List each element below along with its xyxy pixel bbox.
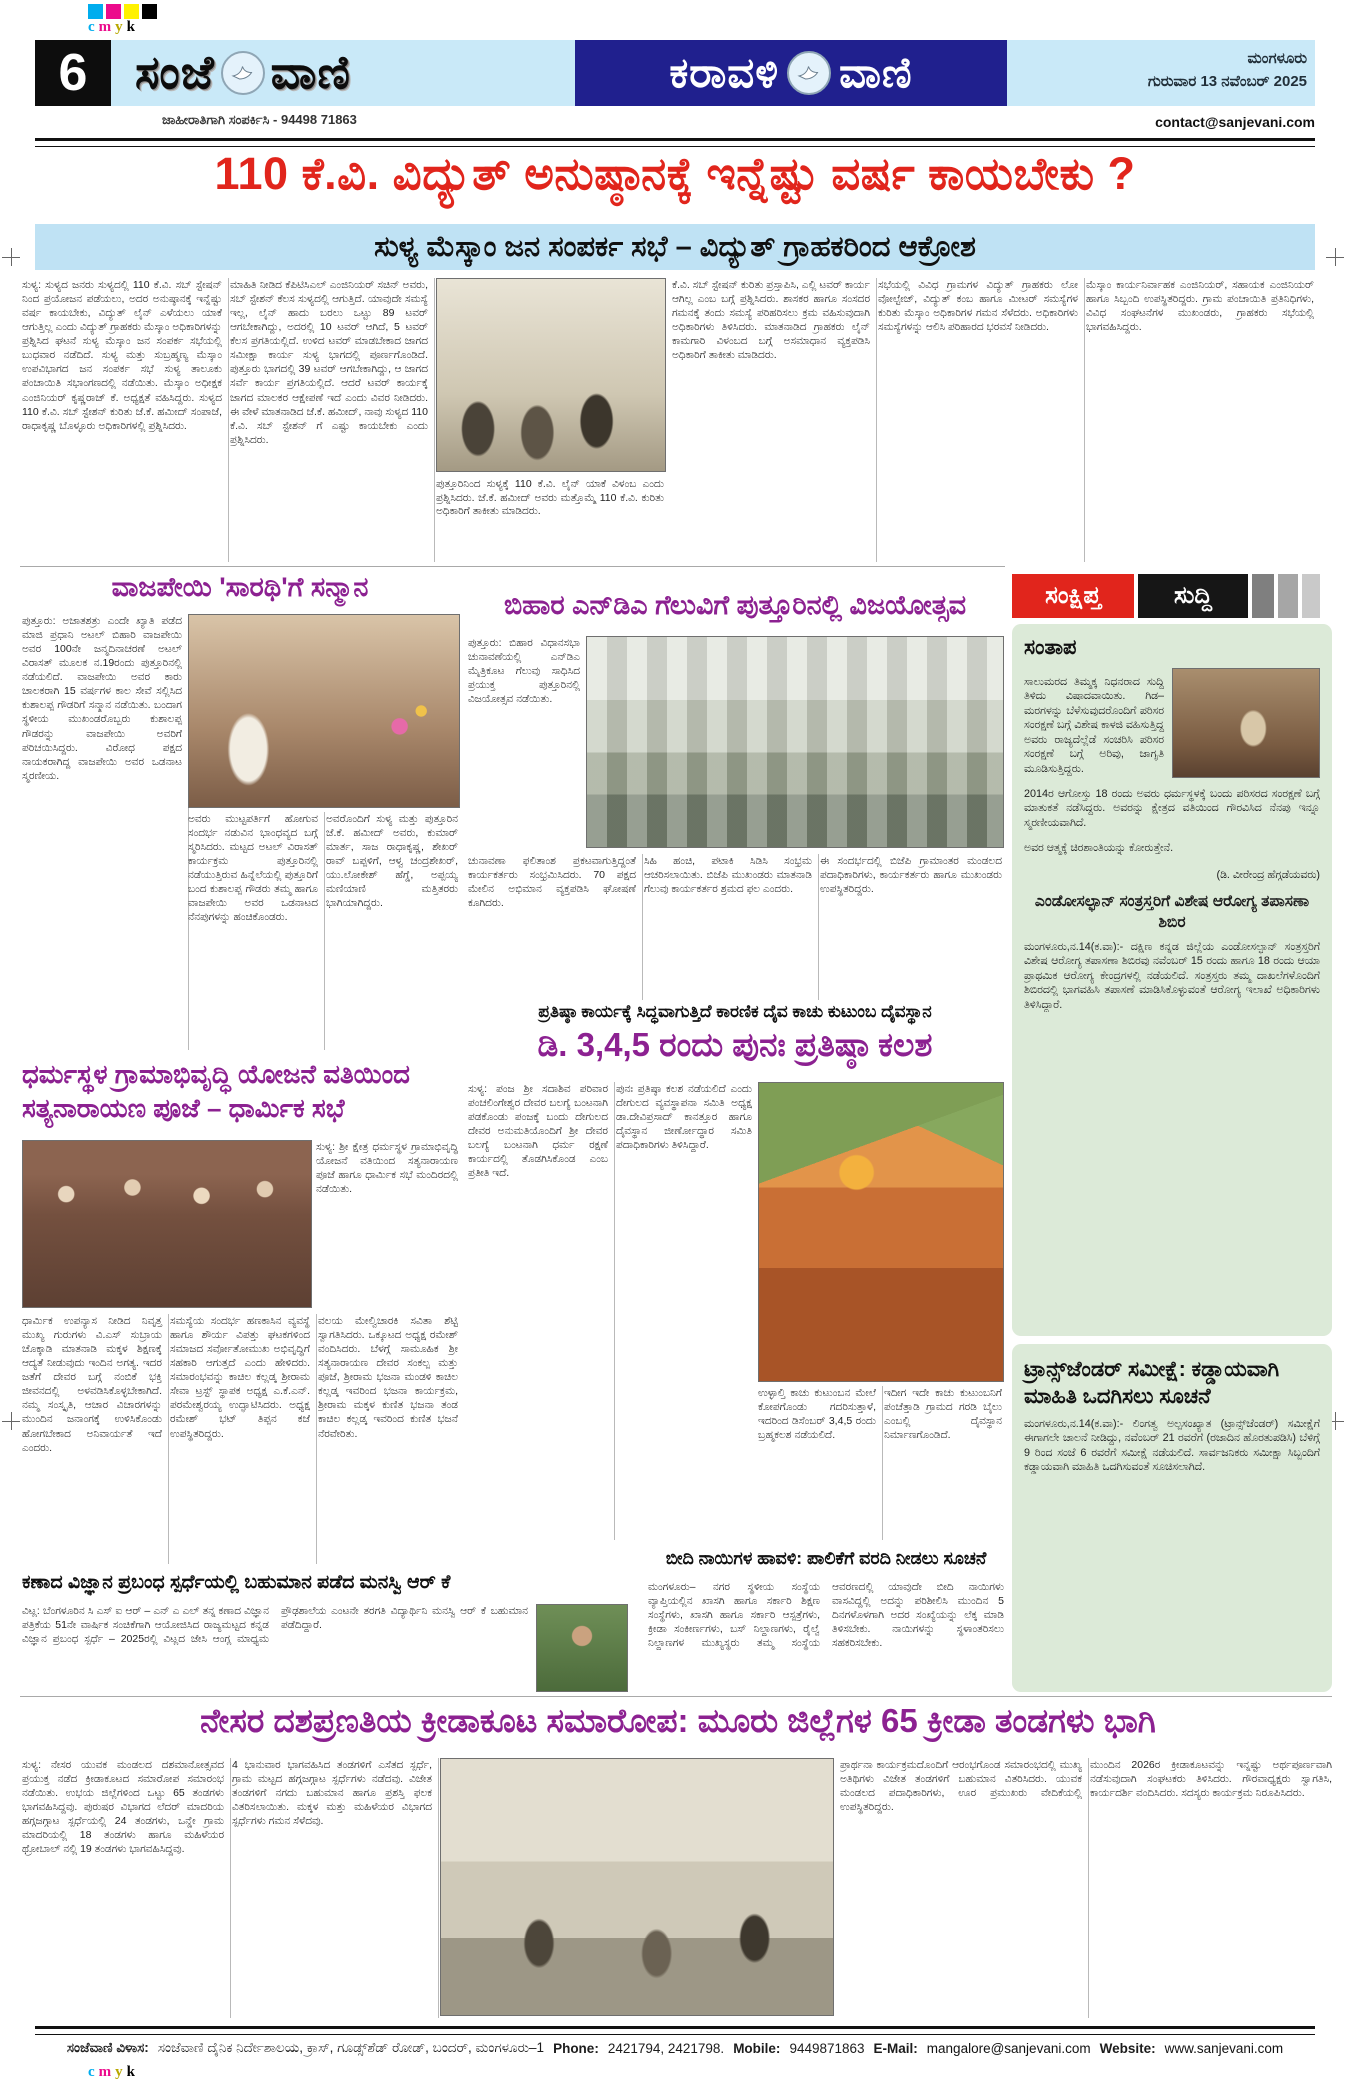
transgender-body: ಮಂಗಳೂರು,ನ.14(ಕ.ವಾ):- ಲಿಂಗತ್ವ ಅಲ್ಪಸಂಖ್ಯಾತ (ಟ್ರಾನ್ಸ್‌ಜೆಂಡರ್) ಸಮೀಕ್ಷೆಗೆ ಈಗಾಗಲೇ ಚಾಲನೆ ನೀಡಿದ್ದು, ನವೆಂಬರ್ 21 ರವರೆಗೆ (ರಜಾದಿನ ಹೊರತುಪಡಿಸಿ) ಬೆಳಿಗ್ಗೆ 9 ರಿಂದ ಸಂಜೆ 6 ರವರೆಗೆ ಸಮೀಕ್ಷೆ ನಡೆಯಲಿದೆ. ಸಾರ್ವಜನಿಕರು ಸಮೀಕ್ಷಾ ಸಿಬ್ಬಂದಿಗೆ ಕಡ್ಡಾಯವಾಗಿ ಮಾಹಿತಿ ಒದಗಿಸುವಂತೆ ಸೂಚಿಸಲಾಗಿದೆ. — [1024, 1417, 1320, 1473]
kalasha-col-1: ಸುಳ್ಯ: ಪಂಜ ಶ್ರೀ ಸದಾಶಿವ ಪರಿವಾರ ಪಂಚಲಿಂಗೇಶ್ವರ ದೇವರ ಬಲಗ್ಯೆ ಬಂಟನಾಗಿ ಪಡಕೊಂಡು ಪಂಜಕ್ಕೆ ಬಂದು ದೇಗುಲದ ದೇವರ ಅನುಮತಿಯೊಂದಿಗೆ ಶ್ರೀ ದೇವರ ಬಲಗ್ಯೆ ಬಂಟನಾಗಿ ಧರ್ಮ ರಕ್ಷಣೆ ಕಾರ್ಯದಲ್ಲಿ ತೊಡಗಿಸಿಕೊಂಡ ಎಂಬ ಪ್ರತೀತಿ ಇದೆ. — [468, 1082, 615, 1540]
gray-square-1 — [1252, 574, 1274, 618]
transgender-heading: ಟ್ರಾನ್ಸ್‌ಜೆಂಡರ್ ಸಮೀಕ್ಷೆ: ಕಡ್ಡಾಯವಾಗಿ ಮಾಹಿತಿ ಒದಗಿಸಲು ಸೂಚನೆ — [1024, 1358, 1280, 1409]
lead-col-2: ಮಾಹಿತಿ ನೀಡಿದ ಕೆಪಿಟಿಸಿಎಲ್ ಎಂಜಿನಿಯರ್ ಸಚಿನ್ ಅವರು, ಸಬ್ ಸ್ಟೇಶನ್ ಕೆಲಸ ಸುಳ್ಯದಲ್ಲಿ ಆಗುತ್ತಿದೆ. ಯಾವುದೇ ಸಮಸ್ಯೆ ಇಲ್ಲ, ಲೈನ್ ಹಾದು ಬರಲು ಒಟ್ಟು 89 ಟವರ್ ಆಗಬೇಕಾಗಿದ್ದು, ಅದರಲ್ಲಿ 10 ಟವರ್ ಆಗಿದೆ, 5 ಟವರ್ ಕೆಲಸ ಪ್ರಗತಿಯಲ್ಲಿದೆ. ಉಳಿದ ಟವರ್ ಮಾಡಬೇಕಾದ ಜಾಗದ ಸಮೀಕ್ಷಾ ಕಾರ್ಯ ಸುಳ್ಯ ಭಾಗದಲ್ಲಿ ಪೂರ್ಣಗೊಂಡಿದೆ. ಪುತ್ತೂರು ಭಾಗದಲ್ಲಿ 39 ಟವರ್ ಆಗಬೇಕಾಗಿದ್ದು, ಆ ಜಾಗದ ಸರ್ವೆ ಕಾರ್ಯ ಪ್ರಗತಿಯಲ್ಲಿದೆ. ಆದರೆ ಟವರ್ ಕಾರ್ಯಕ್ಕೆ ಜಾಗದ ಮಾಲಕರ ಆಕ್ಷೇಪಣೆ ಇದೆ ಎಂದು ವಿವರ ನೀಡಿದರು. ಈ ವೇಳೆ ಮಾತನಾಡಿದ ಜೆ.ಕೆ. ಹಮೀದ್, ನಾವು ಸುಳ್ಯದ 110 ಕೆ.ವಿ. ಸಬ್ ಸ್ಟೇಶನ್ ಗೆ ಎಷ್ಟು ಕಾಯಬೇಕು ಎಂದು ಪ್ರಶ್ನಿಸಿದರು. — [230, 278, 435, 562]
sidebar-tag-black: ಸುದ್ದಿ — [1138, 574, 1248, 618]
dharma-col-3: ವಲಯ ಮೇಲ್ವಿಚಾರಕಿ ಸವಿತಾ ಶೆಟ್ಟಿ ಸ್ವಾಗತಿಸಿದರು. ಒಕ್ಕೂಟದ ಅಧ್ಯಕ್ಷ ರಮೇಶ್ ವಂದಿಸಿದರು. ಬೆಳಗ್ಗೆ ಸಾಮೂಹಿಕ ಶ್ರೀ ಸತ್ಯನಾರಾಯಣ ದೇವರ ಸಂಕಲ್ಪ ಮತ್ತು ಪೂಜೆ, ಶ್ರೀರಾಮ ಭಜನಾ ಮಂಡಳಿ ಕಾಚಿಲ ಕಲ್ಲಡ್ಕ ಇವರಿಂದ ಭಜನಾ ಕಾರ್ಯಕ್ರಮ, ಶ್ರೀರಾಮ ಮಕ್ಕಳ ಕುಣಿತ ಭಜನಾ ತಂಡ ಕಾಚಿಲ ಕಲ್ಲಡ್ಕ ಇವರಿಂದ ಕುಣಿತ ಭಜನೆ ನೆರವೇರಿತು. — [318, 1315, 458, 1440]
kanada-heading: ಕಣಾದ ವಿಜ್ಞಾನ ಪ್ರಬಂಧ ಸ್ಪರ್ಧೆಯಲ್ಲಿ ಬಹುಮಾನ ಪಡೆದ ಮನಸ್ವಿ ಆರ್ ಕೆ — [22, 1572, 451, 1593]
center-text-a: ಕರಾವಳಿ — [669, 48, 780, 96]
sports-col-1: ಸುಳ್ಯ: ನೇಸರ ಯುವಕ ಮಂಡಲದ ದಶಮಾನೋತ್ಸವದ ಪ್ರಯುಕ್ತ ನಡೆದ ಕ್ರೀಡಾಕೂಟದ ಸಮಾರೋಪ ಸಮಾರಂಭ ನಡೆಯಿತು. ಉಭಯ ಜಿಲ್ಲೆಗಳಿಂದ ಒಟ್ಟು 65 ತಂಡಗಳು ಭಾಗವಹಿಸಿದ್ದವು. ಪುರುಷರ ವಿಭಾಗದ ಲೆದರ್ ಮಾದರಿಯ ಹಗ್ಗಜಗ್ಗಾಟ ಸ್ಪರ್ಧೆಯಲ್ಲಿ 24 ತಂಡಗಳು, ಒನ್ಡೇ ಗ್ರಾಮ ಮಾದರಿಯಲ್ಲಿ 18 ತಂಡಗಳು ಹಾಗೂ ಮಹಿಳೆಯರ ಥ್ರೋಬಾಲ್ ನಲ್ಲಿ 19 ತಂಡಗಳು ಭಾಗವಹಿಸಿದ್ದವು. — [22, 1758, 231, 2018]
santapa-p3: ಅವರ ಆತ್ಮಕ್ಕೆ ಚಿರಶಾಂತಿಯನ್ನು ಕೋರುತ್ತೇನೆ. — [1024, 841, 1174, 854]
page-number-text: 6 — [58, 44, 88, 102]
kalasha-col-2: ಪುನಃ ಪ್ರತಿಷ್ಠಾ ಕಲಶ ನಡೆಯಲಿದೆ ಎಂದು ದೇಗುಲದ ವ್ಯವಸ್ಥಾಪನಾ ಸಮಿತಿ ಅಧ್ಯಕ್ಷ ಡಾ.ದೇವಿಪ್ರಸಾದ್ ಕಾನತ್ತೂರ ಹಾಗೂ ದೈವಸ್ಥಾನ ಜೀರ್ಣೋದ್ಧಾರ ಸಮಿತಿ ಪದಾಧಿಕಾರಿಗಳು ತಿಳಿಸಿದ್ದಾರೆ. — [616, 1083, 752, 1152]
logo-text-a: ಸಂಜೆ — [135, 46, 215, 98]
page-number — [35, 40, 111, 106]
vajpayee-headline: ವಾಜಪೇಯಿ 'ಸಾರಥಿ'ಗೆ ಸನ್ಮಾನ — [111, 572, 369, 602]
gray-square-2 — [1278, 574, 1298, 618]
photo-bihar-celebration — [586, 636, 1004, 848]
kanada-body: ವಿಟ್ಲ: ಬೆಂಗಳೂರಿನ ಸಿ ಎಸ್ ಐ ಆರ್ – ಎನ್ ಎ ಎಲ್ ತನ್ನ ಕಣಾದ ವಿಜ್ಞಾನ ಪತ್ರಿಕೆಯ 51ನೇ ವಾರ್ಷಿಕ ಸಂಚಿಕೆಗಾಗಿ ಆಯೋಜಿಸಿದ ರಾಜ್ಯಮಟ್ಟದ ಕನ್ನಡ ವಿಜ್ಞಾನ ಪ್ರಬಂಧ ಸ್ಪರ್ಧೆ – 2025ರಲ್ಲಿ ವಿಟ್ಲದ ಜೇಸಿ ಆಂಗ್ಲ ಮಾಧ್ಯಮ ಪ್ರೌಢಶಾಲೆಯ ಎಂಟನೇ ತರಗತಿ ವಿದ್ಯಾರ್ಥಿನಿ ಮನಸ್ವಿ ಆರ್ ಕೆ ಬಹುಮಾನ ಪಡೆದಿದ್ದಾರೆ. — [22, 1605, 528, 1646]
cmyk-registration-top — [88, 4, 157, 36]
endosulfan-heading: ಎಂಡೋಸಲ್ಫಾನ್ ಸಂತ್ರಸ್ತರಿಗೆ ವಿಶೇಷ ಆರೋಗ್ಯ ತಪಾಸಣಾ ಶಿಬಿರ — [1034, 893, 1310, 932]
endosulfan-body: ಮಂಗಳೂರು,ನ.14(ಕ.ವಾ):- ದಕ್ಷಿಣ ಕನ್ನಡ ಜಿಲ್ಲೆಯ ಎಂಡೋಸಲ್ಫಾನ್ ಸಂತ್ರಸ್ತರಿಗೆ ವಿಶೇಷ ಆರೋಗ್ಯ ತಪಾಸಣಾ ಶಿಬಿರವು ನವೆಂಬರ್ 15 ರಂದು ಹಾಗೂ 18 ರಂದು ಆಯಾ ಪ್ರಾಥಮಿಕ ಆರೋಗ್ಯ ಕೇಂದ್ರಗಳಲ್ಲಿ ನಡೆಯಲಿದೆ. ಸಂತ್ರಸ್ತರು ತಮ್ಮ ದಾಖಲೆಗಳೊಂದಿಗೆ ಶಿಬಿರದಲ್ಲಿ ಭಾಗವಹಿಸಿ ತಪಾಸಣೆ ಮಾಡಿಸಿಕೊಳ್ಳುವಂತೆ ಆರೋಗ್ಯ ಇಲಾಖೆ ಅಧಿಕಾರಿಗಳು ತಿಳಿಸಿದ್ದಾರೆ. — [1024, 941, 1320, 1011]
masthead-center — [575, 40, 1007, 106]
kalasha-under-1: ಉಳ್ಳಾಲ್ತಿ ಕಾಚು ಕುಟುಂಬನ ಮೇಲೆ ಕೋಪಗೊಂಡು ಗದರಿಸುತ್ತಾಳೆ, ಇದರಿಂದ ಡಿಸೆಂಬರ್ 3,4,5 ರಂದು ಬ್ರಹ್ಮಕಲಶ ನಡೆಯಲಿದೆ. — [758, 1386, 883, 1540]
lead-subhead-band — [35, 224, 1315, 270]
photo-vajpayee-felicitation — [188, 614, 460, 808]
beedi-body: ಮಂಗಳೂರು– ನಗರ ಸ್ಥಳೀಯ ಸಂಸ್ಥೆಯ ವ್ಯಾಪ್ತಿಯಲ್ಲಿನ ಖಾಸಗಿ ಹಾಗೂ ಸರ್ಕಾರಿ ಶಿಕ್ಷಣ ಸಂಸ್ಥೆಗಳು, ಖಾಸಗಿ ಹಾಗೂ ಸರ್ಕಾರಿ ಆಸ್ಪತ್ರೆಗಳು, ಕ್ರೀಡಾ ಸಂಕೀರ್ಣಗಳು, ಬಸ್ ನಿಲ್ದಾಣಗಳು, ರೈಲ್ವೆ ನಿಲ್ದಾಣಗಳ ಮುಖ್ಯಸ್ಥರು ತಮ್ಮ ಸಂಸ್ಥೆಯ ಆವರಣದಲ್ಲಿ ಯಾವುದೇ ಬೀದಿ ನಾಯಿಗಳು ವಾಸವಿದ್ದಲ್ಲಿ ಅದನ್ನು ಪರಿಶೀಲಿಸಿ ಮುಂದಿನ 5 ದಿನಗಳೊಳಗಾಗಿ ಅದರ ಸಂಖ್ಯೆಯನ್ನು ಲೆಕ್ಕ ಮಾಡಿ ತಿಳಿಸಬೇಕು. ನಾಯಿಗಳನ್ನು ಸ್ಥಳಾಂತರಿಸಲು ಸಹಕರಿಸಬೇಕು. — [648, 1581, 1004, 1650]
cmyk-label: cmyk — [88, 19, 140, 35]
photo-dharmasthala-event — [22, 1140, 312, 1308]
dharma-col-side: ಸುಳ್ಯ: ಶ್ರೀ ಕ್ಷೇತ್ರ ಧರ್ಮಸ್ಥಳ ಗ್ರಾಮಾಭಿವೃದ್ಧಿ ಯೋಜನೆ ವತಿಯಿಂದ ಸತ್ಯನಾರಾಯಣ ಪೂಜೆ ಹಾಗೂ ಧಾರ್ಮಿಕ ಸಭೆ ಮಂದಿರದಲ್ಲಿ ನಡೆಯಿತು. — [316, 1141, 458, 1196]
regmark-right-top — [1326, 248, 1344, 266]
dharma-headline: ಧರ್ಮಸ್ಥಳ ಗ್ರಾಮಾಭಿವೃದ್ಧಿ ಯೋಜನೆ ವತಿಯಿಂದ ಸತ್ಯನಾರಾಯಣ ಪೂಜೆ – ಧಾರ್ಮಿಕ ಸಭೆ — [22, 1059, 410, 1123]
santapa-p2: 2014ರ ಆಗೋಸ್ತು 18 ರಂದು ಅವರು ಧರ್ಮಸ್ಥಳಕ್ಕೆ ಬಂದು ಪರಿಸರದ ಸಂರಕ್ಷಣೆ ಬಗ್ಗೆ ಮಾತುಕತೆ ನಡೆಸಿದ್ದರು. ಅವರನ್ನು ಕ್ಷೇತ್ರದ ವತಿಯಿಂದ ಗೌರವಿಸಿದ ನೆನಪು ಇನ್ನೂ ಸ್ಮರಣೀಯವಾಗಿದೆ. — [1024, 787, 1320, 829]
ad-contact-line: ಜಾಹೀರಾತಿಗಾಗಿ ಸಂಪರ್ಕಿಸಿ - 94498 71863 — [162, 112, 357, 127]
santapa-p1: ಸಾಲುಮರದ ತಿಮ್ಮಕ್ಕ ನಿಧನರಾದ ಸುದ್ದಿ ತಿಳಿದು ವಿಷಾದವಾಯಿತು. ಗಿಡ–ಮರಗಳನ್ನು ಬೆಳೆಸುವುದರೊಂದಿಗೆ ಪರಿಸರ ಸಂರಕ್ಷಣೆ ಬಗ್ಗೆ ವಿಶೇಷ ಕಾಳಜಿ ವಹಿಸುತ್ತಿದ್ದ ಅವರು ರಾಜ್ಯದೆಲ್ಲೆಡೆ ಸಂಚರಿಸಿ ಪರಿಸರ ಸಂರಕ್ಷಣೆ ಬಗ್ಗೆ ಅರಿವು, ಜಾಗೃತಿ ಮೂಡಿಸುತ್ತಿದ್ದರು. — [1024, 675, 1164, 775]
contact-email-link[interactable]: contact@sanjevani.com — [1155, 114, 1315, 130]
footer-address-label: ಸಂಜೆವಾಣಿ ವಿಳಾಸ: — [66, 2040, 149, 2055]
sidebar-tag-red: ಸಂಕ್ಷಿಪ್ತ — [1012, 574, 1134, 618]
date-label: ಗುರುವಾರ 13 ನವೆಂಬರ್ 2025 — [1147, 72, 1307, 90]
city-label: ಮಂಗಳೂರು — [1247, 50, 1307, 67]
lead-subhead: ಸುಳ್ಯ ಮೆಸ್ಕಾಂ ಜನ ಸಂಪರ್ಕ ಸಭೆ – ವಿದ್ಯುತ್ ಗ್ರಾಹಕರಿಂದ ಆಕ್ರೋಶ — [374, 230, 976, 263]
date-block — [1148, 48, 1307, 93]
footer-email-label: E-Mail: — [873, 2040, 918, 2056]
photo-kalasha-temple — [758, 1082, 1004, 1382]
vajpayee-under-b: ಅವರೊಂದಿಗೆ ಸುಳ್ಯ ಮತ್ತು ಪುತ್ತೂರಿನ ಜೆ.ಕೆ. ಹಮೀದ್ ಅವರು, ಕುಮಾರ್ ಮಾರ್ತ, ಸಾಜ ರಾಧಾಕೃಷ್ಣ, ಶೇಖರ್ ರಾವ್ ಬಪ್ಪಳಿಗೆ, ಆಳ್ವ ಚಂದ್ರಶೇಖರ್, ಯು.ಲೋಕೇಶ್ ಹೆಗ್ಡೆ, ಅಪ್ಪಯ್ಯ ಮಣಿಯಾಣಿ ಮತ್ತಿತರರು ಭಾಗಿಯಾಗಿದ್ದರು. — [326, 813, 458, 910]
bihar-col-left: ಪುತ್ತೂರು: ಬಿಹಾರ ವಿಧಾನಸಭಾ ಚುನಾವಣೆಯಲ್ಲಿ ಎನ್‌ಡಿಎ ಮೈತ್ರಿಕೂಟ ಗೆಲುವು ಸಾಧಿಸಿದ ಪ್ರಯುಕ್ತ ಪುತ್ತೂರಿನಲ್ಲಿ ವಿಜಯೋತ್ಸವ ನಡೆಯಿತು. — [468, 636, 587, 848]
lead-col-1: ಸುಳ್ಯ: ಸುಳ್ಯದ ಜನರು ಸುಳ್ಯದಲ್ಲಿ 110 ಕೆ.ವಿ. ಸಬ್ ಸ್ಟೇಷನ್ ನಿಂದ ಪ್ರಯೋಜನ ಪಡೆಯಲು, ಅದರ ಅನುಷ್ಠಾನಕ್ಕೆ ಇನ್ನೆಷ್ಟು ವರ್ಷ ಕಾಯಬೇಕು, ವಿದ್ಯುತ್ ಲೈನ್ ಎಳೆಯಲು ಯಾಕೆ ಆಗುತ್ತಿಲ್ಲ ಎಂದು ವಿದ್ಯುತ್ ಗ್ರಾಹಕರು ಮೆಸ್ಕಾಂ ಅಧಿಕಾರಿಗಳನ್ನು ಪ್ರಶ್ನಿಸಿದ ಘಟನೆ ಸುಳ್ಯ ಮೆಸ್ಕಾಂ ಜನ ಸಂಪರ್ಕ ಸಭೆಯಲ್ಲಿ ಬುಧವಾರ ನಡೆದಿದೆ. ಸುಳ್ಯ ಮತ್ತು ಸುಬ್ರಹ್ಮಣ್ಯ ಮೆಸ್ಕಾಂ ಉಪವಿಭಾಗದ ಜನ ಸಂಪರ್ಕ ಸಭೆ ಸುಳ್ಯ ತಾಲೂಕು ಪಂಚಾಯಿತಿ ಸಭಾಂಗಣದಲ್ಲಿ ನಡೆಯಿತು. ಮೆಸ್ಕಾಂ ಅಧೀಕ್ಷಕ ಎಂಜಿನಿಯರ್ ಕೃಷ್ಣರಾಜ್ ಕೆ. ಅಧ್ಯಕ್ಷತೆ ವಹಿಸಿದ್ದರು. ಸುಳ್ಯದ 110 ಕೆ.ವಿ. ಸಬ್ ಸ್ಟೇಶನ್ ಕುರಿತು ಜೆ.ಕೆ. ಹಮೀದ್ ಸಂಪಾಜೆ, ರಾಧಾಕೃಷ್ಣ ಬೊಳ್ಳೂರು ಅಧಿಕಾರಿಗಳಲ್ಲಿ ಪ್ರಶ್ನಿಸಿದರು. — [22, 278, 229, 562]
footer-mobile-label: Mobile: — [733, 2040, 781, 2056]
footer-rule — [35, 2026, 1315, 2035]
section-rule-1 — [20, 566, 1005, 567]
dharma-col-2: ಸಮಸ್ಯೆಯ ಸಂದರ್ಭ ಹಣಕಾಸಿನ ವ್ಯವಸ್ಥೆ ಹಾಗೂ ಶೌರ್ಯ ವಿಪತ್ತು ಘಟಕಗಳಿಂದ ಸಮಾಜದ ಸರ್ವೋತೋಮುಖ ಅಭಿವೃದ್ಧಿಗೆ ಸಹಕಾರಿ ಆಗುತ್ತದೆ ಎಂದು ಹೇಳಿದರು. ಸಮಾರಂಭವನ್ನು ಕಾಚಿಲ ಕಲ್ಲಡ್ಕ ಶ್ರೀರಾಮ ಸೇವಾ ಟ್ರಸ್ಟ್ ಸ್ಥಾಪಕ ಅಧ್ಯಕ್ಷ ಎ.ಕೆ.ಎನ್. ಪರಮೇಶ್ವರಯ್ಯ ಉದ್ಘಾಟಿಸಿದರು. ಅಧ್ಯಕ್ಷ ರಮೇಶ್ ಭಟ್ ತಿಪ್ಪನ ಕಜೆ ಉಪಸ್ಥಿತರಿದ್ದರು. — [170, 1314, 317, 1564]
sports-col-2: 4 ಭಾನುವಾರ ಭಾಗವಹಿಸಿದ ತಂಡಗಳಿಗೆ ಎಸೆತದ ಸ್ಪರ್ಧೆ, ಗ್ರಾಮ ಮಟ್ಟದ ಹಗ್ಗಜಗ್ಗಾಟ ಸ್ಪರ್ಧೆಗಳು ನಡೆದವು. ವಿಜೇತ ತಂಡಗಳಿಗೆ ನಗದು ಬಹುಮಾನ ಹಾಗೂ ಪ್ರಶಸ್ತಿ ಫಲಕ ವಿತರಿಸಲಾಯಿತು. ಮಕ್ಕಳ ಮತ್ತು ಮಹಿಳೆಯರ ವಿಭಾಗದ ಸ್ಪರ್ಧೆಗಳು ಗಮನ ಸೆಳೆದವು. — [232, 1758, 439, 2018]
lead-col-5: ಮೆಸ್ಕಾಂ ಕಾರ್ಯನಿರ್ವಾಹಕ ಎಂಜಿನಿಯರ್, ಸಹಾಯಕ ಎಂಜಿನಿಯರ್ ಹಾಗೂ ಸಿಬ್ಬಂದಿ ಉಪಸ್ಥಿತರಿದ್ದರು. ಗ್ರಾಮ ಪಂಚಾಯಿತಿ ಪ್ರತಿನಿಧಿಗಳು, ವಿವಿಧ ಸಂಘಟನೆಗಳ ಮುಖಂಡರು, ಗ್ರಾಹಕರು ಸಭೆಯಲ್ಲಿ ಭಾಗವಹಿಸಿದ್ದರು. — [1086, 279, 1314, 334]
regmark-left-top — [2, 248, 20, 266]
footer-web-label: Website: — [1099, 2040, 1156, 2056]
bihar-col-a: ಚುನಾವಣಾ ಫಲಿತಾಂಶ ಪ್ರಕಟವಾಗುತ್ತಿದ್ದಂತೆ ಕಾರ್ಯಕರ್ತರು ಸಂಭ್ರಮಿಸಿದರು. 70 ಪಕ್ಷದ ಮೇಲಿನ ಅಭಿಮಾನ ವ್ಯಕ್ತಪಡಿಸಿ ಘೋಷಣೆ ಕೂಗಿದರು. — [468, 854, 643, 1000]
footer-website-link[interactable]: www.sanjevani.com — [1164, 2040, 1284, 2056]
footer-phone-label: Phone: — [553, 2040, 599, 2056]
cmyk-registration-bottom: cmyk — [88, 2064, 140, 2080]
kalasha-kicker: ಪ್ರತಿಷ್ಠಾ ಕಾರ್ಯಕ್ಕೆ ಸಿದ್ಧವಾಗುತ್ತಿದೆ ಕಾರಣಿಕ ದೈವ ಕಾಚು ಕುಟುಂಬ ದೈವಸ್ಥಾನ — [538, 1002, 932, 1021]
photo-mescom-meeting — [436, 278, 666, 472]
sidebar-panel-transgender — [1012, 1344, 1332, 1692]
footer-email-link[interactable]: mangalore@sanjevani.com — [926, 2040, 1091, 2056]
kalasha-under-2: ಇದೀಗ ಇದೇ ಕಾಚು ಕುಟುಂಬನಿಗೆ ಪಂಚೆತ್ತಾಡಿ ಗ್ರಾಮದ ಗರಡಿ ಬೈಲು ಎಂಬಲ್ಲಿ ದೈವಸ್ಥಾನ ನಿರ್ಮಾಣಗೊಂಡಿದೆ. — [884, 1387, 1002, 1442]
cmyk-squares — [88, 4, 157, 19]
footer-address: ಸಂಜೆವಾಣಿ ದೈನಿಕ ನಿರ್ದೇಶಾಲಯ, ಕ್ರಾಸ್, ಗೂಡ್ಸ್‌ಶೆಡ್ ರೋಡ್, ಬಂದರ್, ಮಂಗಳೂರು–1 — [157, 2040, 545, 2055]
photo-manasvi-portrait — [536, 1604, 628, 1692]
bihar-col-c: ಈ ಸಂದರ್ಭದಲ್ಲಿ ಬಿಜೆಪಿ ಗ್ರಾಮಾಂತರ ಮಂಡಲದ ಪದಾಧಿಕಾರಿಗಳು, ಕಾರ್ಯಕರ್ತರು ಹಾಗೂ ಮುಖಂಡರು ಉಪಸ್ಥಿತರಿದ್ದರು. — [820, 855, 1002, 896]
yellow-square — [124, 4, 139, 19]
dove-icon — [787, 51, 831, 95]
santapa-body — [1024, 664, 1320, 866]
regmark-left-mid — [2, 1412, 20, 1430]
vajpayee-under-a: ಅವರು ಮುಟ್ಟಪರ್ತಿಗೆ ಹೋಗುವ ಸಂದರ್ಭ ನಡುವಿನ ಭಾಂಧವ್ಯದ ಬಗ್ಗೆ ಸ್ಮರಿಸಿದರು. ಮಟ್ಟದ ಅಟಲ್ ವಿರಾಸತ್ ಕಾರ್ಯಕ್ರಮ ಪುತ್ತೂರಿನಲ್ಲಿ ನಡೆಯುತ್ತಿರುವ ಹಿನ್ನೆಲೆಯಲ್ಲಿ ಪುತ್ತೂರಿಗೆ ಬಂದ ಕುಶಾಲಪ್ಪ ಗೌಡರು ತಮ್ಮ ಹಾಗೂ ವಾಜಪೇಯಿ ಅವರ ಒಡನಾಟದ ನೆನಪುಗಳನ್ನು ಹಂಚಿಕೊಂಡರು. — [188, 812, 325, 1050]
magenta-square — [106, 4, 121, 19]
dharma-col-1: ಧಾರ್ಮಿಕ ಉಪನ್ಯಾಸ ನೀಡಿದ ನಿವೃತ್ತ ಮುಖ್ಯ ಗುರುಗಳು ವಿ.ಎಸ್ ಸುಬ್ರಾಯ ಚೊಕ್ಕಾಡಿ ಮಾತನಾಡಿ ಮಕ್ಕಳ ಶಿಕ್ಷಣಕ್ಕೆ ಆದ್ಯತೆ ನೀಡುವುದು ಇಂದಿನ ಅಗತ್ಯ. ಇದರ ಜತೆಗೆ ದೇವರ ಬಗ್ಗೆ ನಂಬಿಕೆ ಭಕ್ತಿ ಜೀವನದಲ್ಲಿ ಅಳವಡಿಸಿಕೊಳ್ಳಬೇಕಾಗಿದೆ. ನಮ್ಮ ಸಂಸ್ಕೃತಿ, ಆಚಾರ ವಿಚಾರಗಳನ್ನು ಮುಂದಿನ ಜನಾಂಗಕ್ಕೆ ಉಳಿಸಿಕೊಂಡು ಹೋಗಬೇಕಾದ ಅನಿವಾರ್ಯತೆ ಇದೆ ಎಂದರು. — [22, 1314, 169, 1564]
santapa-signature: (ಡಿ. ವೀರೇಂದ್ರ ಹೆಗ್ಗಡೆಯವರು) — [1216, 869, 1320, 882]
masthead — [35, 40, 1315, 106]
vajpayee-col-left: ಪುತ್ತೂರು: ಅಜಾತಶತ್ರು ಎಂದೇ ಖ್ಯಾತಿ ಪಡೆದ ಮಾಜಿ ಪ್ರಧಾನಿ ಅಟಲ್ ಬಿಹಾರಿ ವಾಜಪೇಯಿ ಅವರ 100ನೇ ಜನ್ಮದಿನಾಚರಣೆ ಅಟಲ್ ವಿರಾಸತ್ ಮೂಲಕ ನ.19ರಂದು ಪುತ್ತೂರಿನಲ್ಲಿ ನಡೆಯಲಿದೆ. ವಾಜಪೇಯಿ ಅವರ ಕಾರು ಚಾಲಕರಾಗಿ 15 ವರ್ಷಗಳ ಕಾಲ ಸೇವೆ ಸಲ್ಲಿಸಿದ ಕುಶಾಲಪ್ಪ ಗೌಡರಿಗೆ ಸನ್ಮಾನ ನಡೆಯಿತು. ಬಂದಾಗ ಸ್ಥಳೀಯ ಮುಖಂಡರೊಬ್ಬರು ಕುಶಾಲಪ್ಪ ಗೌಡರನ್ನು ವಾಜಪೇಯಿ ಅವರಿಗೆ ಪರಿಚಯಿಸಿದ್ದರು. ವಿರೋಧ ಪಕ್ಷದ ನಾಯಕರಾಗಿದ್ದ ವಾಜಪೇಯಿ ಅವರ ಒಡನಾಟ ಸ್ಮರಣೀಯ. — [22, 614, 189, 1050]
kalasha-headline: ಡಿ. 3,4,5 ರಂದು ಪುನಃ ಪ್ರತಿಷ್ಠಾ ಕಲಶ — [537, 1026, 933, 1063]
photo-santapa-inset — [1172, 668, 1320, 778]
lead-photo-note: ಪುತ್ತೂರಿನಿಂದ ಸುಳ್ಯಕ್ಕೆ 110 ಕೆ.ವಿ. ಲೈನ್ ಯಾಕೆ ವಿಳಂಬ ಎಂದು ಪ್ರಶ್ನಿಸಿದರು. ಜೆ.ಕೆ. ಹಮೀದ್ ಅವರು ಮತ್ತೊಮ್ಮೆ 110 ಕೆ.ವಿ. ಕುರಿತು ಅಧಿಕಾರಿಗೆ ತಾಕೀತು ಮಾಡಿದರು. — [436, 478, 664, 518]
bihar-headline: ಬಿಹಾರ ಎನ್‌ಡಿಎ ಗೆಲುವಿಗೆ ಪುತ್ತೂರಿನಲ್ಲಿ ವಿಜಯೋತ್ಸವ — [503, 590, 967, 620]
logo-text-b: ವಾಣಿ — [270, 46, 351, 98]
center-text-b: ವಾಣಿ — [839, 48, 913, 96]
bihar-col-b: ಸಿಹಿ ಹಂಚಿ, ಪಟಾಕಿ ಸಿಡಿಸಿ ಸಂಭ್ರಮ ಆಚರಿಸಲಾಯಿತು. ಬಿಜೆಪಿ ಮುಖಂಡರು ಮಾತನಾಡಿ ಗೆಲುವು ಕಾರ್ಯಕರ್ತರ ಶ್ರಮದ ಫಲ ಎಂದರು. — [644, 854, 819, 1000]
dove-icon — [221, 51, 265, 95]
gray-square-3 — [1302, 574, 1320, 618]
masthead-logo-left — [135, 45, 351, 101]
footer-line — [35, 2040, 1315, 2056]
sports-col-4: ಮುಂದಿನ 2026ರ ಕ್ರೀಡಾಕೂಟವನ್ನು ಇನ್ನಷ್ಟು ಅರ್ಥಪೂರ್ಣವಾಗಿ ನಡೆಸುವುದಾಗಿ ಸಂಘಟಕರು ತಿಳಿಸಿದರು. ಗೌರವಾಧ್ಯಕ್ಷರು ಸ್ವಾಗತಿಸಿ, ಕಾರ್ಯದರ್ಶಿ ವಂದಿಸಿದರು. ಸದಸ್ಯರು ಕಾರ್ಯಕ್ರಮ ನಿರೂಪಿಸಿದರು. — [1090, 1759, 1332, 1800]
lead-headline: 110 ಕೆ.ವಿ. ವಿದ್ಯುತ್ ಅನುಷ್ಠಾನಕ್ಕೆ ಇನ್ನೆಷ್ಟು ವರ್ಷ ಕಾಯಬೇಕು ? — [214, 148, 1136, 199]
cyan-square — [88, 4, 103, 19]
sidebar-header — [1012, 574, 1320, 618]
black-square — [142, 4, 157, 19]
lead-col-4: ಸಭೆಯಲ್ಲಿ ವಿವಿಧ ಗ್ರಾಮಗಳ ವಿದ್ಯುತ್ ಗ್ರಾಹಕರು ಲೋ ವೋಲ್ಟೇಜ್, ವಿದ್ಯುತ್ ಕಂಬ ಹಾಗೂ ಮೀಟರ್ ಸಮಸ್ಯೆಗಳ ಕುರಿತು ಮೆಸ್ಕಾಂ ಅಧಿಕಾರಿಗಳ ಗಮನ ಸೆಳೆದರು. ಅಧಿಕಾರಿಗಳು ಸಮಸ್ಯೆಗಳನ್ನು ಆಲಿಸಿ ಪರಿಹಾರದ ಭರವಸೆ ನೀಡಿದರು. — [878, 278, 1085, 562]
sidebar-panel-santapa — [1012, 624, 1332, 1336]
lead-col-3: ಕೆ.ವಿ. ಸಬ್ ಸ್ಟೇಷನ್ ಕುರಿತು ಪ್ರಸ್ತಾಪಿಸಿ, ಎಲ್ಲಿ ಟವರ್ ಕಾರ್ಯ ಆಗಿಲ್ಲ ಎಂಬ ಬಗ್ಗೆ ಪ್ರಶ್ನಿಸಿದರು. ಶಾಸಕರ ಹಾಗೂ ಸಂಸದರ ಗಮನಕ್ಕೆ ತಂದು ಸಮಸ್ಯೆ ಪರಿಹರಿಸಲು ಕ್ರಮ ವಹಿಸುವುದಾಗಿ ಅಧಿಕಾರಿಗಳು ತಿಳಿಸಿದರು. ಮಾತನಾಡಿದ ಗ್ರಾಹಕರು ಲೈನ್ ಕಾಮಗಾರಿ ವಿಳಂಬದ ಬಗ್ಗೆ ಅಸಮಾಧಾನ ವ್ಯಕ್ತಪಡಿಸಿ ಅಧಿಕಾರಿಗೆ ತಾಕೀತು ಮಾಡಿದರು. — [672, 278, 877, 562]
sports-col-3: ಪ್ರಾರ್ಥನಾ ಕಾರ್ಯಕ್ರಮದೊಂದಿಗೆ ಆರಂಭಗೊಂಡ ಸಮಾರಂಭದಲ್ಲಿ ಮುಖ್ಯ ಅತಿಥಿಗಳು ವಿಜೇತ ತಂಡಗಳಿಗೆ ಬಹುಮಾನ ವಿತರಿಸಿದರು. ಯುವಕ ಮಂಡಲದ ಪದಾಧಿಕಾರಿಗಳು, ಊರ ಪ್ರಮುಖರು ವೇದಿಕೆಯಲ್ಲಿ ಉಪಸ್ಥಿತರಿದ್ದರು. — [840, 1758, 1089, 2018]
footer-mobile: 9449871863 — [789, 2040, 865, 2056]
section-rule-2 — [20, 1696, 1332, 1697]
footer-phone: 2421794, 2421798. — [607, 2040, 725, 2056]
masthead-rule — [35, 138, 1315, 147]
photo-sports-event — [440, 1758, 834, 2016]
santapa-heading: ಸಂತಾಪ — [1024, 636, 1077, 659]
beedi-heading: ಬೀದಿ ನಾಯಿಗಳ ಹಾವಳಿ: ಪಾಲಿಕೆಗೆ ವರದಿ ನೀಡಲು ಸೂಚನೆ — [665, 1548, 987, 1568]
sports-headline: ನೇಸರ ದಶಪ್ರಣತಿಯ ಕ್ರೀಡಾಕೂಟ ಸಮಾರೋಪ: ಮೂರು ಜಿಲ್ಲೆಗಳ 65 ಕ್ರೀಡಾ ತಂಡಗಳು ಭಾಗಿ — [200, 1702, 1156, 1739]
